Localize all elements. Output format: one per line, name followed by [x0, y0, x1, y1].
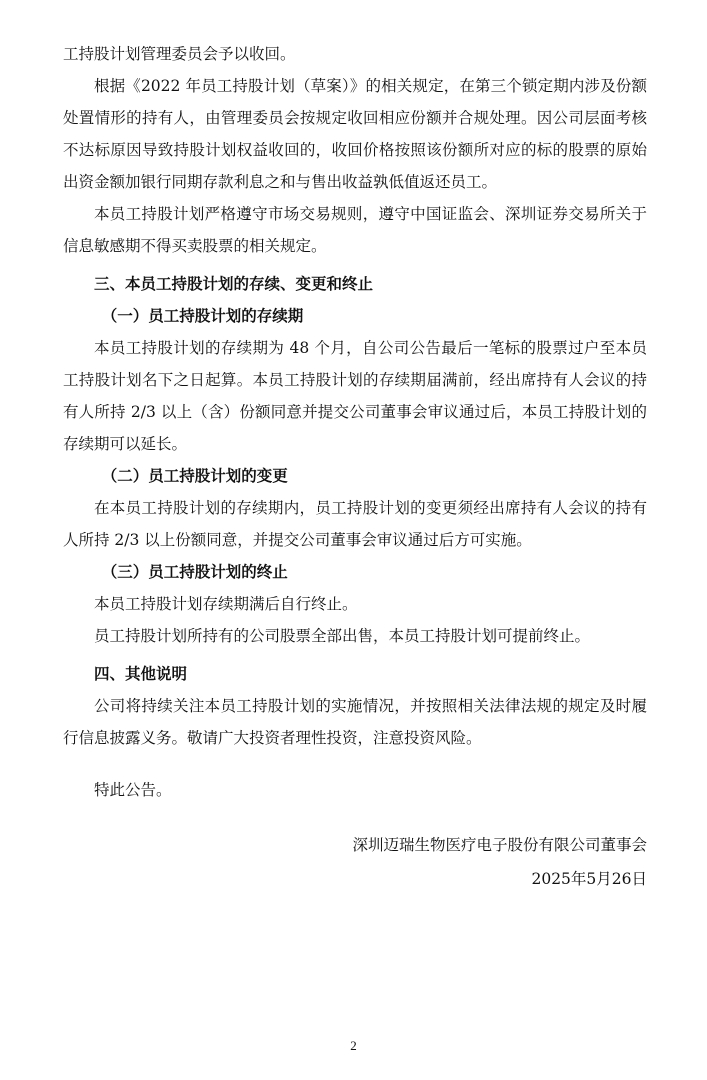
closing-remark: 特此公告。	[94, 781, 172, 799]
paragraph-trading-rules: 本员工持股计划严格遵守市场交易规则，遵守中国证监会、深圳证券交易所关于信息敏感期不得买卖股票的相关规定。	[63, 205, 647, 255]
signature-block	[63, 828, 647, 896]
paragraph-duration: 本员工持股计划的存续期为 48 个月，自公司公告最后一笔标的股票过户至本员工持股计划名下之日起算。本员工持股计划的存续期届满前，经出席持有人会议的持有人所持 2/3 以上（含）份额同意并提交公司董事会审议通过后，本员工持股计划的存续期可以延长。	[63, 339, 647, 453]
subsection-termination-heading: （三）员工持股计划的终止	[101, 562, 288, 581]
signature-date: 2025年5月26日	[531, 870, 647, 888]
subsection-duration-heading: （一）员工持股计划的存续期	[101, 306, 304, 325]
signature-company: 深圳迈瑞生物医疗电子股份有限公司董事会	[352, 836, 647, 854]
paragraph-change: 在本员工持股计划的存续期内，员工持股计划的变更须经出席持有人会议的持有人所持 2/3 以上份额同意，并提交公司董事会审议通过后方可实施。	[63, 499, 647, 549]
paragraph-other-notes: 公司将持续关注本员工持股计划的实施情况，并按照相关法律法规的规定及时履行信息披露义务。敬请广大投资者理性投资，注意投资风险。	[63, 697, 647, 747]
paragraph-termination-2: 员工持股计划所持有的公司股票全部出售，本员工持股计划可提前终止。	[94, 627, 591, 645]
page-number: 2	[350, 1038, 357, 1053]
section-4-heading: 四、其他说明	[94, 664, 188, 683]
paragraph-termination-1: 本员工持股计划存续期满后自行终止。	[94, 595, 358, 613]
document-page	[63, 38, 647, 896]
paragraph-lockup-handling: 根据《2022 年员工持股计划（草案）》的相关规定，在第三个锁定期内涉及份额处置情形的持有人，由管理委员会按规定收回相应份额并合规处理。因公司层面考核不达标原因导致持股计划权益收回的，收回价格按照该份额所对应的标的股票的原始出资金额加银行同期存款利息之和与售出收益孰低值返还员工。	[63, 77, 647, 191]
subsection-change-heading: （二）员工持股计划的变更	[101, 466, 288, 485]
continued-paragraph: 工持股计划管理委员会予以收回。	[63, 45, 296, 63]
section-3-heading: 三、本员工持股计划的存续、变更和终止	[94, 274, 374, 293]
